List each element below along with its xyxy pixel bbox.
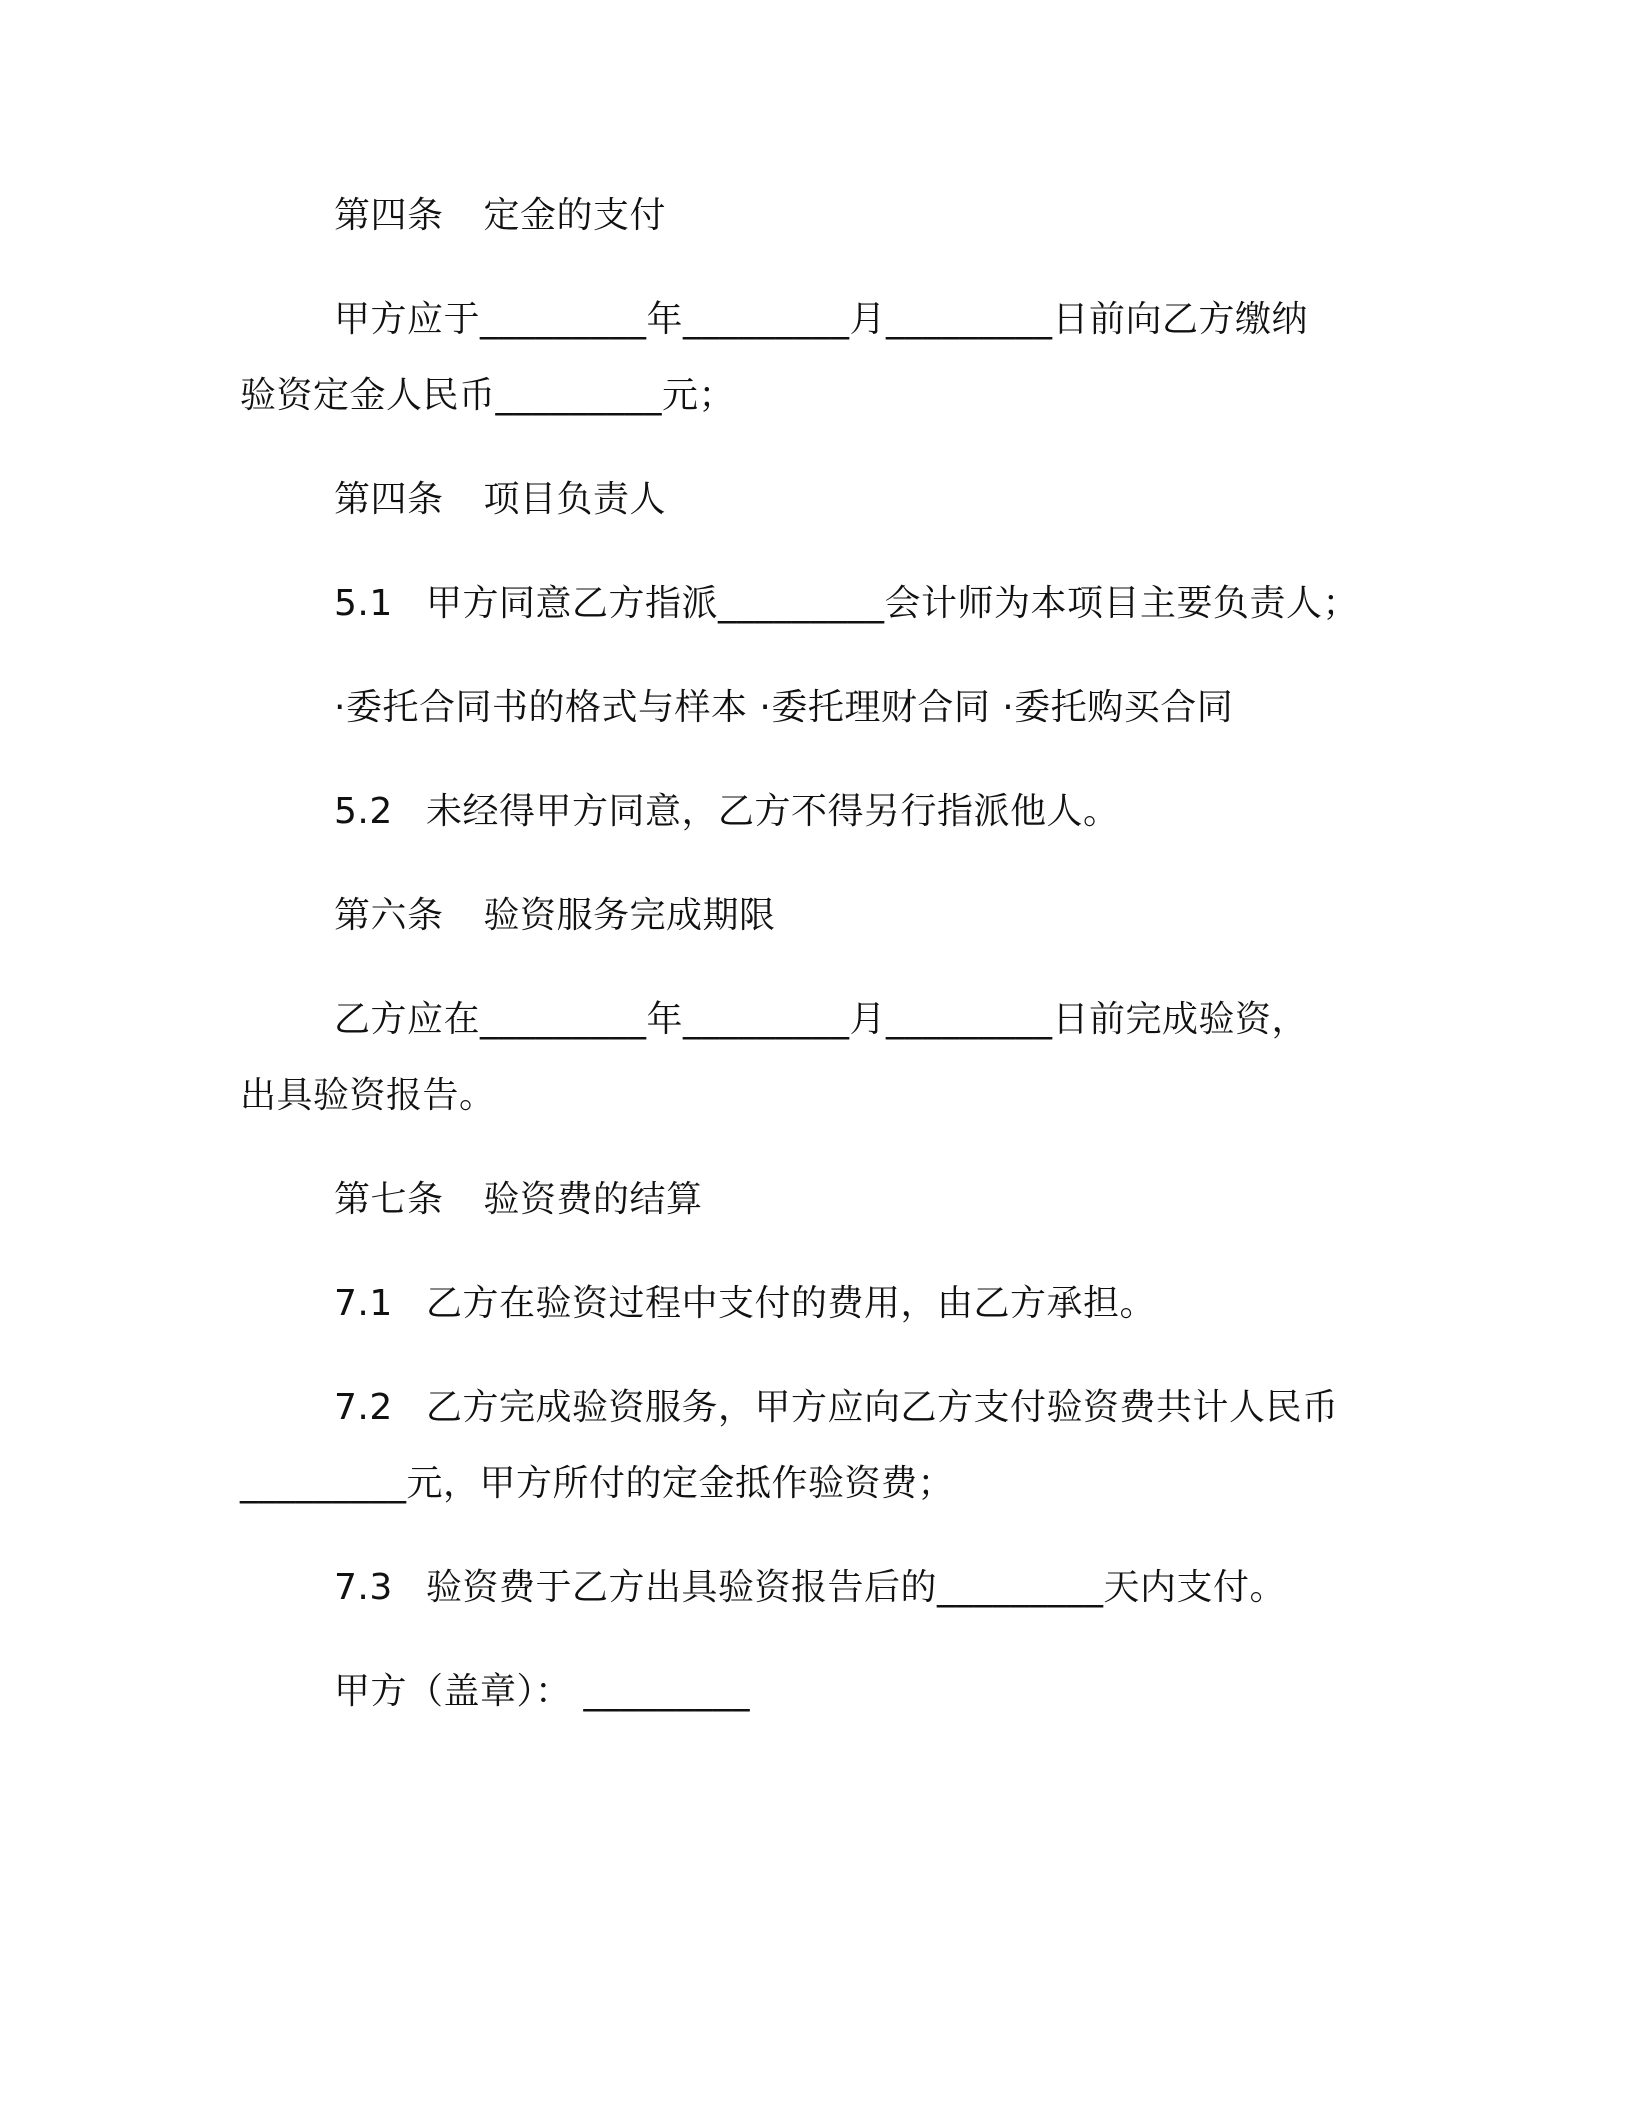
clause-number: 7.3 [334,1567,393,1608]
article-heading [334,478,666,522]
clause-number: 7.2 [334,1387,393,1428]
article-title: 项目负责人 [483,479,667,520]
clause-line [334,1282,1156,1326]
clause-text: 未经得甲方同意，乙方不得另行指派他人。 [426,791,1120,832]
article-title: 验资服务完成期限 [483,895,776,936]
related-links-line: ·委托合同书的格式与样本 ·委托理财合同 ·委托购买合同 [334,687,1234,728]
clause-text: 乙方完成验资服务，甲方应向乙方支付验资费共计人民币 [426,1387,1339,1428]
article-number: 第四条 [334,195,444,236]
article-heading [334,1178,703,1222]
clause-line [334,1386,1339,1430]
clause-text: 乙方在验资过程中支付的费用，由乙方承担。 [426,1283,1157,1324]
article-number: 第七条 [334,1179,444,1220]
signature-line: 甲方（盖章）： _________ [334,1671,750,1712]
clause-number: 5.2 [334,791,393,832]
paragraph-line: _________元，甲方所付的定金抵作验资费； [240,1463,955,1504]
clause-text: 甲方同意乙方指派_________会计师为本项目主要负责人； [426,583,1360,624]
paragraph-line: 验资定金人民币_________元； [240,375,736,416]
paragraph-line: 乙方应在_________年_________月_________日前完成验资， [334,999,1309,1040]
clause-number: 7.1 [334,1283,393,1324]
article-title: 验资费的结算 [483,1179,703,1220]
clause-number: 5.1 [334,583,393,624]
clause-line [334,1566,1286,1610]
clause-text: 验资费于乙方出具验资报告后的_________天内支付。 [426,1567,1287,1608]
article-number: 第四条 [334,479,444,520]
article-heading [334,894,776,938]
paragraph-line: 出具验资报告。 [240,1075,496,1116]
clause-line [334,790,1120,834]
paragraph-line: 甲方应于_________年_________月_________日前向乙方缴纳 [334,299,1309,340]
article-heading [334,194,666,238]
article-title: 定金的支付 [483,195,667,236]
article-number: 第六条 [334,895,444,936]
clause-line [334,582,1359,626]
